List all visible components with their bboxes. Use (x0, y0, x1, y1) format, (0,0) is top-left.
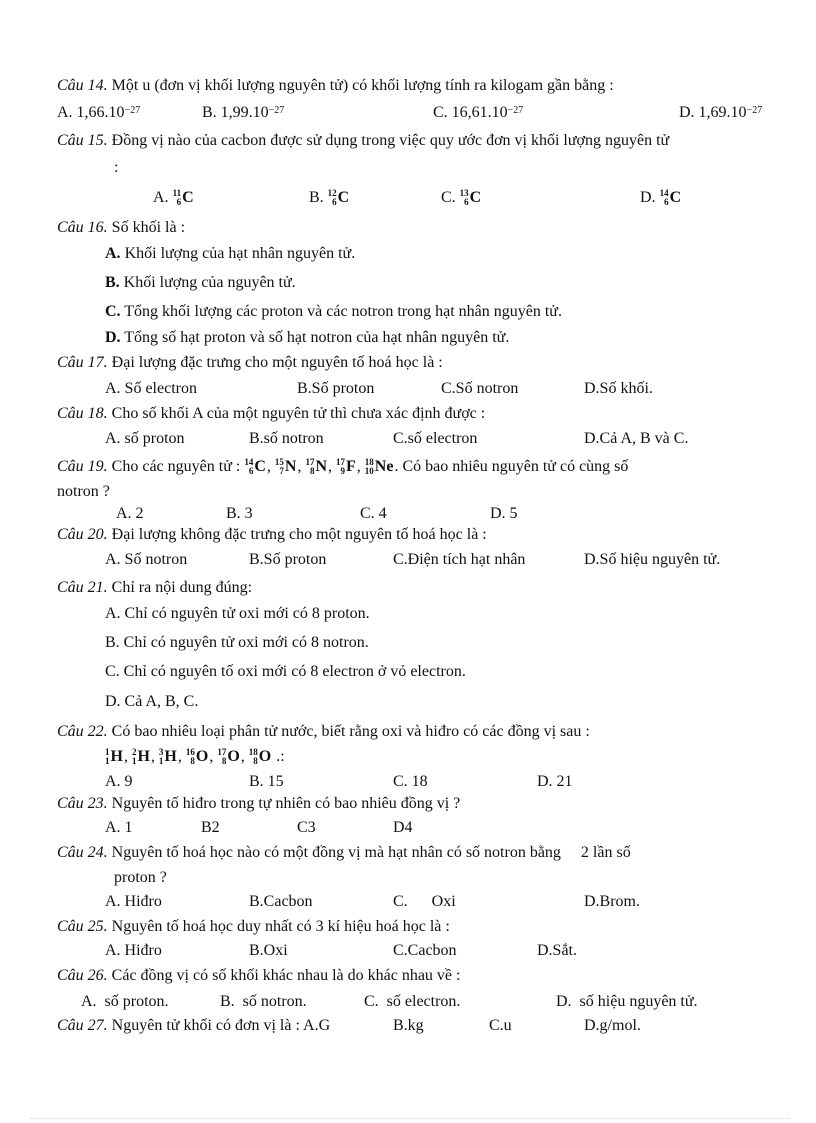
option-b: B.kg (393, 1017, 424, 1034)
option-c: C. Oxi (393, 893, 456, 910)
isotope-c11: 11 6 C (172, 188, 194, 208)
option-c: C. Tổng khối lượng các proton và các notron trong hạt nhân nguyên tử. (105, 303, 562, 320)
question-number: Câu 23. (57, 795, 108, 812)
option-d: D.Sắt. (537, 942, 577, 959)
isotope-c14: 14 6 C (659, 188, 682, 208)
option-c: C.Điện tích hạt nhân (393, 551, 526, 568)
question-23 (57, 794, 460, 814)
question-number: Câu 14. (57, 77, 108, 94)
option-b: B. Khối lượng của nguyên tử. (105, 274, 296, 291)
question-27 (57, 1016, 330, 1036)
option-d: D. 21 (537, 773, 573, 790)
isotope-c14: 14 6 C (244, 457, 266, 477)
option-b: B. 3 (226, 505, 253, 522)
option-d: D4 (393, 819, 413, 836)
question-text: Cho các nguyên tử : (107, 458, 245, 475)
question-20 (57, 525, 487, 545)
question-25 (57, 917, 450, 937)
isotope-ne18: 18 10 Ne (364, 457, 394, 477)
option-b: B. Chỉ có nguyên tử oxi mới có 8 notron. (105, 634, 369, 651)
option-a: A. 11 6 C (153, 188, 194, 208)
option-d: D.Cả A, B và C. (584, 430, 689, 447)
option-c: C.u (489, 1017, 512, 1034)
question-number: Câu 19. (57, 458, 108, 475)
option-a: A. 2 (116, 505, 144, 522)
isotope-n17: 17 8 N (305, 457, 327, 477)
question-number: Câu 16. (57, 219, 108, 236)
option-b: B.Số proton (297, 380, 375, 397)
option-d: D. 14 6 C (640, 188, 682, 208)
question-17 (57, 353, 443, 373)
option-d: D. Tổng số hạt proton và số hạt notron của hạt nhân nguyên tử. (105, 329, 510, 346)
isotope-o17: 17 8 O (217, 747, 240, 767)
option-a: A. Số notron (105, 551, 188, 568)
option-b: B. 12 6 C (309, 188, 350, 208)
question-18 (57, 404, 485, 424)
option-a: A. Hiđro (105, 942, 162, 959)
option-b: B.Số proton (249, 551, 327, 568)
question-text: Đồng vị nào của cacbon được sử dụng trong việc quy ước đơn vị khối lượng nguyên tử (107, 132, 670, 149)
question-26 (57, 966, 460, 986)
question-24 (57, 843, 631, 863)
question-number: Câu 18. (57, 405, 108, 422)
question-text: Cho số khối A của một nguyên tử thì chưa xác định được : (107, 405, 486, 422)
option-d: D. số hiệu nguyên tử. (556, 993, 698, 1010)
option-d: D. Cả A, B, C. (105, 693, 199, 710)
question-19-line2: notron ? (57, 483, 110, 500)
question-number: Câu 17. (57, 354, 108, 371)
option-d: D. 5 (490, 505, 518, 522)
option-b: B.Oxi (249, 942, 288, 959)
option-b: B. $1,99.10^{-27}$ (202, 104, 285, 121)
question-number: Câu 20. (57, 526, 108, 543)
option-b: B.số notron (249, 430, 324, 447)
isotope-c13: 13 6 C (459, 188, 482, 208)
question-text: Nguyên tử khối có đơn vị là : A.G (107, 1017, 331, 1034)
question-number: Câu 24. (57, 844, 108, 861)
page-bottom-divider (30, 1118, 790, 1119)
option-a: A. Hiđro (105, 893, 162, 910)
question-number: Câu 25. (57, 918, 108, 935)
question-24-line2: proton ? (114, 869, 167, 886)
option-c: C. 4 (360, 505, 387, 522)
option-c: C.Số notron (441, 380, 519, 397)
question-text: Một u (đơn vị khối lượng nguyên tử) có khối lượng tính ra kilogam gần bằng : (107, 77, 614, 94)
question-number: Câu 15. (57, 132, 108, 149)
question-15 (57, 131, 669, 151)
option-b: B. 15 (249, 773, 284, 790)
option-a: A. Chỉ có nguyên tử oxi mới có 8 proton. (105, 605, 370, 622)
option-b: B2 (201, 819, 220, 836)
question-number: Câu 22. (57, 723, 108, 740)
option-a: A. số proton. (81, 993, 169, 1010)
question-text: Các đồng vị có số khối khác nhau là do khác nhau về : (107, 967, 461, 984)
question-text: Nguyên tố hiđro trong tự nhiên có bao nhiêu đồng vị ? (107, 795, 461, 812)
isotope-c12: 12 6 C (327, 188, 350, 208)
option-a: A. Số electron (105, 380, 197, 397)
isotope-n15: 15 7 N (274, 457, 297, 477)
question-21 (57, 578, 252, 598)
option-c: C3 (297, 819, 316, 836)
option-a: A. $1,66.10^{-27}$ (57, 104, 141, 121)
option-c: C. 13 6 C (441, 188, 482, 208)
isotope-f17: 17 9 F (336, 457, 356, 477)
question-text: Có bao nhiêu loại phân tử nước, biết rằng oxi và hiđro có các đồng vị sau : (107, 723, 590, 740)
option-a: A. 1 (105, 819, 133, 836)
option-a: A. số proton (105, 430, 185, 447)
option-c: C. số electron. (364, 993, 461, 1010)
option-c: C.Cacbon (393, 942, 457, 959)
option-a: A. Khối lượng của hạt nhân nguyên tử. (105, 245, 356, 262)
option-d: D.Số hiệu nguyên tử. (584, 551, 721, 568)
question-text: Nguyên tố hoá học duy nhất có 3 kí hiệu hoá học là : (107, 918, 450, 935)
option-d: D.Số khối. (584, 380, 653, 397)
isotope-h2: 2 1 H (131, 747, 150, 767)
question-number: Câu 27. (57, 1017, 108, 1034)
isotope-o18: 18 8 O (248, 747, 272, 767)
option-d: D.g/mol. (584, 1017, 641, 1034)
question-text: Đại lượng không đặc trưng cho một nguyên tố hoá học là : (107, 526, 487, 543)
option-c: C. 18 (393, 773, 428, 790)
option-a: A. 9 (105, 773, 133, 790)
option-c: C. Chỉ có nguyên tố oxi mới có 8 electron ở vỏ electron. (105, 663, 466, 680)
option-d: D.Brom. (584, 893, 640, 910)
isotope-o16: 16 8 O (185, 747, 209, 767)
question-19: Câu 19. Cho các nguyên tử : 14 6 C , 15 7 N , 17 8 N , 17 9 F , 18 10 Ne . Có bao nhiêu nguyên tử có cùng số (57, 457, 629, 477)
question-14 (57, 76, 614, 96)
option-b: B.Cacbon (249, 893, 313, 910)
option-c: C.số electron (393, 430, 478, 447)
option-b: B. số notron. (220, 993, 307, 1010)
question-number: Câu 21. (57, 579, 108, 596)
question-text: Đại lượng đặc trưng cho một nguyên tố hoá học là : (107, 354, 443, 371)
question-text: Số khối là : (107, 219, 186, 236)
question-text: Nguyên tố hoá học nào có một đồng vị mà hạt nhân có số notron bằng 2 lần số (107, 844, 631, 861)
question-22-isotopes: 1 1 H , 2 1 H , 3 1 H , 16 8 O , 17 8 O , 18 8 O .: (105, 747, 285, 767)
question-text: Chỉ ra nội dung đúng: (107, 579, 253, 596)
question-16 (57, 218, 185, 238)
option-d: D. $1,69.10^{-27}$ (679, 104, 763, 121)
option-c: C. $16,61.10^{-27}$ (433, 104, 524, 121)
question-number: Câu 26. (57, 967, 108, 984)
question-15-colon: : (114, 159, 119, 176)
isotope-h3: 3 1 H (158, 747, 177, 767)
isotope-h1: 1 1 H (105, 747, 123, 767)
question-22 (57, 722, 590, 742)
